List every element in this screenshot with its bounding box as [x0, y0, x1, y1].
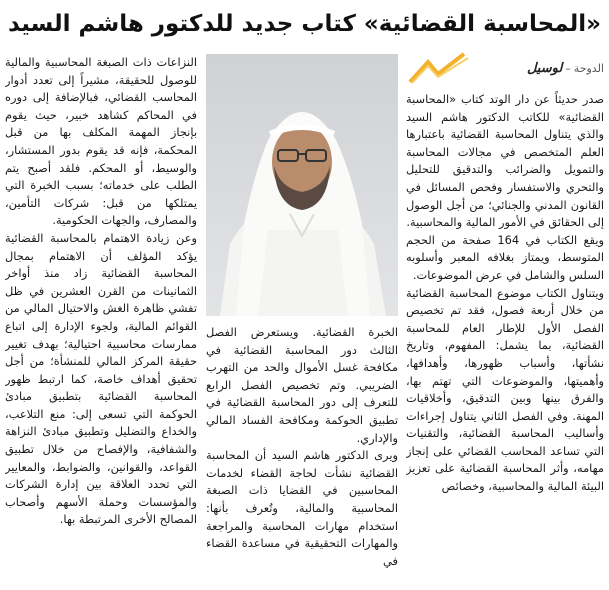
paragraph: الخبرة القضائية. ويستعرض الفصل الثالث دور المحاسبة القضائية في مكافحة غسل الأموال والحد من التهرب الضريبي. وتم تخصيص الفصل الرابع للتعرف إلى دور المحاسبة القضائية في تطبيق الحوكمة ومكافحة الفساد المالي والإداري.: [206, 325, 398, 445]
author-photo: [206, 54, 398, 316]
paragraph: النزاعات ذات الصبغة المحاسبية والمالية للوصول للحقيقة، مشيراً إلى تعدد أدوار المحاسب القضائي، فبالإضافة إلى دوره في المحاكم كشاهد خبير، حيث يقوم بإنجاز المهمة المكلف بها من قبل المحكمة، فإنه قد يقوم بدور المستشار، والوسيط، أو المحكم. فلقد أصبح يتم الطلب على خدماته؛ بسبب الخبرة التي يمتلكها من قبل: شركات التأمين، والمصارف، والجهات الحكومية.: [5, 55, 197, 228]
article-headline: «المحاسبة القضائية» كتاب جديد للدكتور هاشم السيد: [7, 11, 602, 37]
paragraph: صدر حديثاً عن دار الوتد كتاب «المحاسبة القضائية» للكاتب الدكتور هاشم السيد والذي يتناول المحاسبة القضائية باعتبارها العلم المتخصص في مجالات المحاسبة والتمويل والضرائب والتدقيق للتحليل والتحري والاستفسار وفحص المسائل في القانون المدني والجنائي؛ من أجل الوصول إلى الحقائق في الأمور المالية والمحاسبية.: [406, 92, 604, 230]
source-logo: [408, 52, 604, 84]
paragraph: ويتناول الكتاب موضوع المحاسبة القضائية من خلال أربعة فصول، فقد تم تخصيص الفصل الأول للإطار العام للمحاسبة القضائية، بما يشمل: المفهوم، وتاريخ نشأتها، وأسباب ظهورها، وأهدافها، وأهميتها، والموضوعات التي تهتم بها، والفرق بينها وبين التدقيق، وأخلاقيات المهنة. وفي الفصل الثاني يتناول إجراءات وأساليب المحاسبة القضائية، والتقنيات التي تساعد المحاسب القضائي على إنجاز مهامه، وأثر المحاسبة القضائية على تعزيز البيئة المالية والمحاسبية، وخصائص: [406, 285, 604, 494]
portrait-photo-icon: [206, 54, 398, 316]
paragraph: ويرى الدكتور هاشم السيد أن المحاسبة القضائية نشأت لحاجة القضاء لخدمات المحاسبين في القضايا ذات الصبغة المحاسبية والمالية، وتُعرف بأنها: استخدام مهارات المحاسبة والمراجعة والمهارات التحقيقية في مساعدة القضاء في: [206, 448, 398, 568]
article-column-left: [5, 54, 197, 586]
article-column-right: [406, 91, 604, 585]
source-place: الدوحة: [573, 61, 604, 75]
paragraph: وعن زيادة الاهتمام بالمحاسبة القضائية يؤكد المؤلف أن الاهتمام بمجال المحاسبة القضائية زاد منذ أواخر الثمانينات من القرن العشرين في ظل تفشي ظاهرة الغش والاحتيال المالي من القوائم المالية، ولجوء الإدارة إلى اتباع ممارسات محاسبية احتيالية؛ بهدف تغيير حقيقة المركز المالي للمنشأة؛ من أجل تحقيق أهداف خاصة، كما ارتبط ظهور المحاسبة القضائية بتطبيق مبادئ الحوكمة التي تسعى إلى: منع التلاعب، والخداع والتضليل وتطبيق مبادئ النزاهة والشفافية، والإفصاح من خلال تطبيق القواعد، والقوانين، والضوابط، والمعايير التي تحدد العلاقة بين إدارة الشركات والمؤسسات وحملة الأسهم وأصحاب المصالح الأخرى المرتبطة بها.: [5, 230, 197, 527]
paragraph: ويقع الكتاب في 164 صفحة من الحجم المتوسط، ويمتاز بغلافه المعبر وأسلوبه السلس والشامل في عرض الموضوعات.: [406, 232, 604, 282]
source-separator: –: [565, 61, 571, 75]
source-brand: لوسيل: [526, 60, 563, 76]
chart-stripe-icon: [408, 52, 470, 84]
article-column-middle: [206, 324, 398, 586]
